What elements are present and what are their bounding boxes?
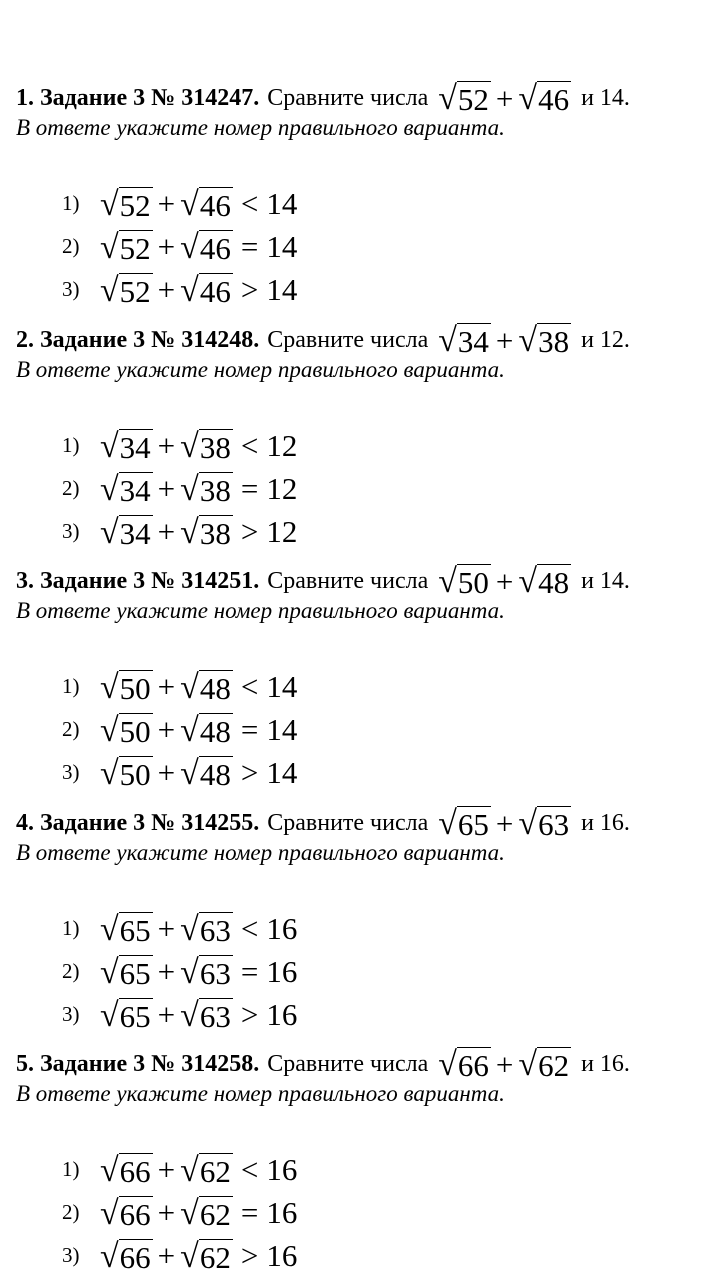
plus-sign: +	[495, 322, 514, 358]
sqrt-term-a	[100, 230, 153, 264]
expression	[438, 1047, 571, 1081]
relation-sign: =	[240, 229, 259, 264]
expression	[438, 323, 571, 357]
radicand-b: 63	[538, 807, 570, 842]
answer-options	[62, 665, 297, 794]
relation-sign: >	[240, 1238, 259, 1273]
radicand-b: 63	[199, 998, 231, 1034]
plus-sign: +	[157, 186, 176, 221]
option-expression	[100, 1239, 297, 1273]
radicand-a: 66	[119, 1239, 151, 1275]
sqrt-sign: √	[180, 711, 199, 749]
answer-options	[62, 907, 297, 1036]
plus-sign: +	[157, 514, 176, 549]
sqrt-sign: √	[180, 668, 199, 706]
answer-options	[62, 424, 297, 553]
plus-sign: +	[157, 1238, 176, 1273]
radicand-a: 50	[119, 670, 151, 706]
answer-option-1[interactable]	[62, 665, 297, 708]
answer-option-2[interactable]	[62, 708, 297, 751]
task-instruction: В ответе укажите номер правильного варианта.	[16, 840, 505, 865]
task-title: 1. Задание 3 № 314247.	[16, 84, 260, 111]
sqrt-sign: √	[180, 754, 199, 792]
compare-value: 14.	[599, 84, 630, 111]
plus-sign: +	[157, 1195, 176, 1230]
sqrt-term-b	[180, 472, 233, 506]
answer-option-1[interactable]	[62, 907, 297, 950]
option-number: 2)	[62, 234, 80, 258]
expression	[438, 564, 571, 598]
plus-sign: +	[157, 954, 176, 989]
option-expression	[100, 187, 297, 221]
radicand-b: 46	[199, 187, 231, 223]
sqrt-term-b	[180, 955, 233, 989]
radicand-a: 66	[119, 1196, 151, 1232]
compare-value: 12.	[599, 326, 630, 353]
option-value: 14	[266, 712, 298, 747]
option-number: 3)	[62, 1243, 80, 1267]
option-expression	[100, 756, 297, 790]
answer-options	[62, 182, 297, 311]
sqrt-term-b	[180, 670, 233, 704]
option-expression	[100, 670, 297, 704]
answer-options	[62, 1148, 297, 1277]
plus-sign: +	[157, 428, 176, 463]
task-2	[16, 320, 706, 551]
sqrt-term-a	[100, 670, 153, 704]
radicand-a: 65	[119, 912, 151, 948]
sqrt-term-b	[180, 429, 233, 463]
sqrt-sign: √	[100, 228, 119, 266]
option-value: 16	[266, 911, 298, 946]
option-number: 3)	[62, 760, 80, 784]
radicand-b: 46	[199, 273, 231, 309]
sqrt-term-a	[100, 1196, 153, 1230]
sqrt-term-a	[100, 955, 153, 989]
expression	[438, 806, 571, 840]
plus-sign: +	[157, 755, 176, 790]
sqrt-sign: √	[100, 470, 119, 508]
option-number: 2)	[62, 476, 80, 500]
option-number: 1)	[62, 433, 80, 457]
radicand-b: 48	[538, 565, 570, 600]
sqrt-sign: √	[100, 427, 119, 465]
option-value: 16	[266, 954, 298, 989]
radicand-b: 62	[538, 1048, 570, 1083]
radicand-a: 34	[457, 324, 489, 359]
option-expression	[100, 1153, 297, 1187]
sqrt-sign: √	[180, 1151, 199, 1189]
relation-sign: =	[240, 712, 259, 747]
sqrt-sign: √	[100, 513, 119, 551]
plus-sign: +	[495, 805, 514, 841]
radicand-b: 38	[199, 472, 231, 508]
option-value: 14	[266, 755, 298, 790]
sqrt-sign: √	[100, 1237, 119, 1275]
task-title: 2. Задание 3 № 314248.	[16, 326, 260, 353]
conjunction: и	[581, 1050, 594, 1077]
sqrt-sign: √	[180, 185, 199, 223]
option-value: 12	[266, 428, 298, 463]
answer-option-1[interactable]	[62, 1148, 297, 1191]
compare-value: 16.	[599, 1050, 630, 1077]
sqrt-term-b	[180, 912, 233, 946]
sqrt-sign: √	[518, 1046, 538, 1083]
task-prompt: Сравните числа	[267, 809, 429, 836]
sqrt-sign: √	[100, 185, 119, 223]
sqrt-sign: √	[100, 1194, 119, 1232]
sqrt-sign: √	[180, 1237, 199, 1275]
task-prompt: Сравните числа	[267, 326, 429, 353]
task-3	[16, 561, 706, 792]
option-expression	[100, 998, 297, 1032]
sqrt-term-b	[180, 756, 233, 790]
sqrt-sign: √	[100, 996, 119, 1034]
plus-sign: +	[157, 911, 176, 946]
answer-option-2[interactable]	[62, 467, 297, 510]
sqrt-sign: √	[180, 513, 199, 551]
option-number: 3)	[62, 1002, 80, 1026]
radicand-b: 38	[199, 429, 231, 465]
option-expression	[100, 230, 297, 264]
task-header	[16, 78, 706, 118]
option-value: 16	[266, 1238, 298, 1273]
plus-sign: +	[157, 272, 176, 307]
sqrt-term-b	[180, 1239, 233, 1273]
sqrt-term-a	[100, 472, 153, 506]
sqrt-sign: √	[180, 953, 199, 991]
compare-value: 14.	[599, 567, 630, 594]
option-expression	[100, 955, 297, 989]
option-value: 14	[266, 186, 298, 221]
radicand-a: 52	[119, 230, 151, 266]
sqrt-term-a	[438, 1047, 491, 1081]
radicand-b: 46	[538, 82, 570, 117]
sqrt-term-a	[438, 81, 491, 115]
sqrt-sign: √	[518, 805, 538, 842]
conjunction: и	[581, 84, 594, 111]
radicand-a: 50	[119, 756, 151, 792]
sqrt-term-a	[100, 429, 153, 463]
sqrt-sign: √	[438, 80, 457, 117]
option-number: 1)	[62, 1157, 80, 1181]
option-expression	[100, 472, 297, 506]
option-value: 16	[266, 1195, 298, 1230]
option-number: 1)	[62, 191, 80, 215]
plus-sign: +	[157, 997, 176, 1032]
sqrt-term-a	[100, 713, 153, 747]
sqrt-term-a	[100, 998, 153, 1032]
sqrt-term-b	[518, 564, 571, 598]
sqrt-term-a	[438, 564, 491, 598]
answer-option-1[interactable]	[62, 182, 297, 225]
sqrt-sign: √	[180, 470, 199, 508]
sqrt-term-a	[100, 273, 153, 307]
answer-option-3[interactable]	[62, 268, 297, 311]
sqrt-term-b	[518, 806, 571, 840]
relation-sign: =	[240, 471, 259, 506]
radicand-b: 63	[199, 912, 231, 948]
expression	[438, 81, 571, 115]
task-instruction: В ответе укажите номер правильного варианта.	[16, 598, 505, 623]
radicand-a: 66	[119, 1153, 151, 1189]
sqrt-term-b	[518, 1047, 571, 1081]
answer-option-3[interactable]	[62, 1234, 297, 1277]
radicand-b: 63	[199, 955, 231, 991]
task-5	[16, 1044, 706, 1275]
option-expression	[100, 429, 297, 463]
task-instruction: В ответе укажите номер правильного варианта.	[16, 1081, 505, 1106]
radicand-a: 66	[457, 1048, 489, 1083]
option-value: 14	[266, 229, 298, 264]
sqrt-term-a	[100, 912, 153, 946]
sqrt-term-a	[100, 187, 153, 221]
conjunction: и	[581, 809, 594, 836]
plus-sign: +	[157, 229, 176, 264]
sqrt-sign: √	[100, 271, 119, 309]
answer-option-2[interactable]	[62, 1191, 297, 1234]
task-header	[16, 803, 706, 843]
option-value: 16	[266, 1152, 298, 1187]
sqrt-term-b	[180, 1153, 233, 1187]
radicand-a: 52	[119, 187, 151, 223]
sqrt-sign: √	[100, 953, 119, 991]
sqrt-sign: √	[100, 910, 119, 948]
sqrt-term-b	[518, 81, 571, 115]
option-value: 16	[266, 997, 298, 1032]
plus-sign: +	[157, 712, 176, 747]
option-value: 12	[266, 471, 298, 506]
sqrt-term-b	[180, 187, 233, 221]
radicand-a: 65	[119, 955, 151, 991]
task-title: 4. Задание 3 № 314255.	[16, 809, 260, 836]
option-value: 12	[266, 514, 298, 549]
radicand-a: 34	[119, 472, 151, 508]
task-header	[16, 561, 706, 601]
sqrt-sign: √	[518, 563, 538, 600]
task-title: 5. Задание 3 № 314258.	[16, 1050, 260, 1077]
sqrt-sign: √	[438, 322, 457, 359]
radicand-a: 65	[457, 807, 489, 842]
radicand-a: 34	[119, 515, 151, 551]
task-instruction: В ответе укажите номер правильного варианта.	[16, 115, 505, 140]
task-prompt: Сравните числа	[267, 84, 429, 111]
sqrt-term-b	[180, 230, 233, 264]
answer-option-1[interactable]	[62, 424, 297, 467]
radicand-a: 50	[457, 565, 489, 600]
sqrt-sign: √	[100, 711, 119, 749]
sqrt-term-a	[438, 323, 491, 357]
sqrt-sign: √	[438, 563, 457, 600]
task-4	[16, 803, 706, 1034]
relation-sign: =	[240, 954, 259, 989]
option-number: 2)	[62, 717, 80, 741]
plus-sign: +	[157, 669, 176, 704]
option-value: 14	[266, 669, 298, 704]
sqrt-sign: √	[438, 805, 457, 842]
option-number: 2)	[62, 1200, 80, 1224]
plus-sign: +	[157, 471, 176, 506]
option-number: 1)	[62, 674, 80, 698]
sqrt-sign: √	[100, 668, 119, 706]
radicand-a: 50	[119, 713, 151, 749]
sqrt-term-a	[100, 1239, 153, 1273]
sqrt-term-b	[180, 515, 233, 549]
option-expression	[100, 912, 297, 946]
radicand-b: 62	[199, 1239, 231, 1275]
sqrt-sign: √	[180, 1194, 199, 1232]
relation-sign: <	[240, 1152, 259, 1187]
option-number: 2)	[62, 959, 80, 983]
sqrt-term-a	[100, 756, 153, 790]
task-header	[16, 320, 706, 360]
answer-option-2[interactable]	[62, 225, 297, 268]
option-number: 3)	[62, 277, 80, 301]
sqrt-term-b	[180, 713, 233, 747]
plus-sign: +	[157, 1152, 176, 1187]
radicand-a: 65	[119, 998, 151, 1034]
radicand-a: 52	[457, 82, 489, 117]
sqrt-sign: √	[100, 754, 119, 792]
task-prompt: Сравните числа	[267, 1050, 429, 1077]
radicand-b: 62	[199, 1196, 231, 1232]
option-expression	[100, 713, 297, 747]
plus-sign: +	[495, 563, 514, 599]
task-instruction: В ответе укажите номер правильного варианта.	[16, 357, 505, 382]
radicand-b: 38	[538, 324, 570, 359]
sqrt-term-b	[518, 323, 571, 357]
sqrt-term-a	[100, 1153, 153, 1187]
sqrt-sign: √	[180, 910, 199, 948]
radicand-b: 48	[199, 670, 231, 706]
option-value: 14	[266, 272, 298, 307]
sqrt-term-b	[180, 1196, 233, 1230]
radicand-b: 48	[199, 756, 231, 792]
sqrt-sign: √	[438, 1046, 457, 1083]
radicand-b: 48	[199, 713, 231, 749]
answer-option-2[interactable]	[62, 950, 297, 993]
sqrt-sign: √	[180, 228, 199, 266]
relation-sign: >	[240, 514, 259, 549]
task-prompt: Сравните числа	[267, 567, 429, 594]
relation-sign: >	[240, 755, 259, 790]
sqrt-sign: √	[518, 322, 538, 359]
task-title: 3. Задание 3 № 314251.	[16, 567, 260, 594]
radicand-a: 52	[119, 273, 151, 309]
relation-sign: >	[240, 272, 259, 307]
answer-option-3[interactable]	[62, 510, 297, 553]
relation-sign: <	[240, 911, 259, 946]
radicand-a: 34	[119, 429, 151, 465]
relation-sign: <	[240, 186, 259, 221]
plus-sign: +	[495, 80, 514, 116]
sqrt-sign: √	[518, 80, 538, 117]
option-number: 1)	[62, 916, 80, 940]
sqrt-sign: √	[100, 1151, 119, 1189]
relation-sign: <	[240, 428, 259, 463]
option-expression	[100, 1196, 297, 1230]
option-expression	[100, 273, 297, 307]
option-expression	[100, 515, 297, 549]
radicand-b: 38	[199, 515, 231, 551]
sqrt-term-b	[180, 998, 233, 1032]
answer-option-3[interactable]	[62, 993, 297, 1036]
sqrt-sign: √	[180, 427, 199, 465]
sqrt-sign: √	[180, 271, 199, 309]
option-number: 3)	[62, 519, 80, 543]
task-header	[16, 1044, 706, 1084]
radicand-b: 62	[199, 1153, 231, 1189]
answer-option-3[interactable]	[62, 751, 297, 794]
sqrt-sign: √	[180, 996, 199, 1034]
compare-value: 16.	[599, 809, 630, 836]
conjunction: и	[581, 567, 594, 594]
conjunction: и	[581, 326, 594, 353]
task-1	[16, 78, 706, 309]
sqrt-term-a	[100, 515, 153, 549]
relation-sign: >	[240, 997, 259, 1032]
relation-sign: <	[240, 669, 259, 704]
sqrt-term-b	[180, 273, 233, 307]
sqrt-term-a	[438, 806, 491, 840]
radicand-b: 46	[199, 230, 231, 266]
plus-sign: +	[495, 1046, 514, 1082]
relation-sign: =	[240, 1195, 259, 1230]
